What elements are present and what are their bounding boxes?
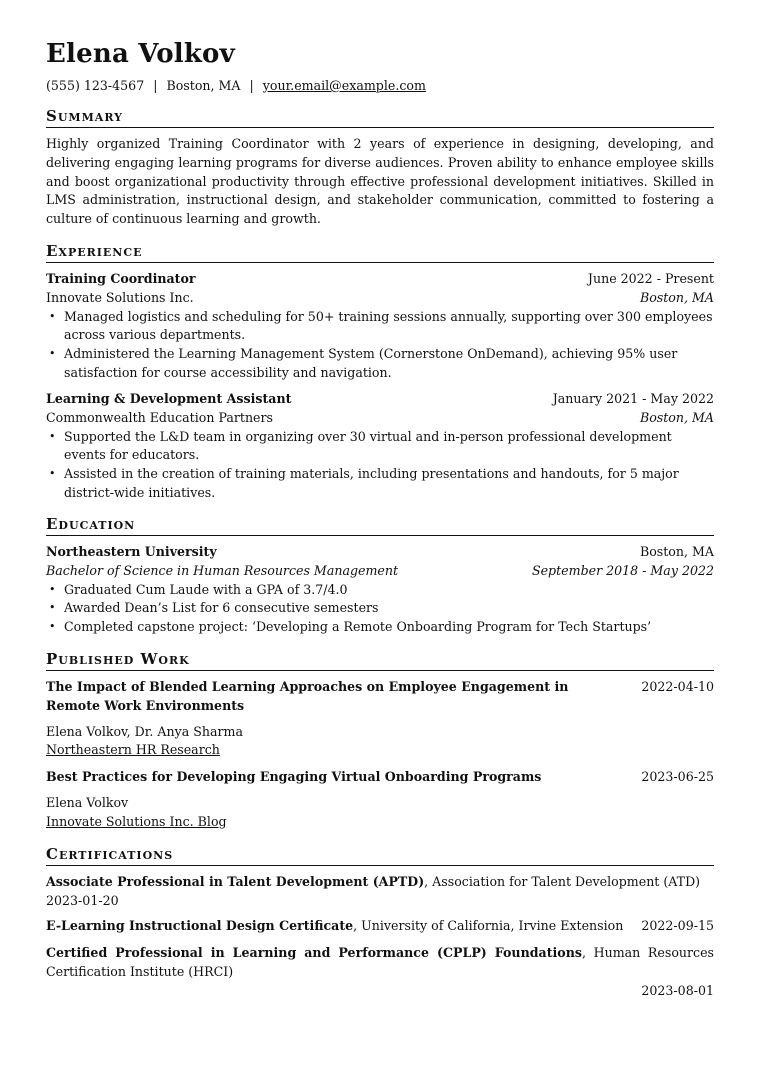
certification-date: 2023-01-20 (46, 892, 119, 908)
publication-entry (46, 678, 714, 760)
section-title-certifications: Certifications (46, 844, 714, 866)
publication-title: The Impact of Blended Learning Approaches on Employee Engagement in Remote Work Environments (46, 679, 569, 713)
education-entry (46, 543, 714, 637)
certification-issuer: , University of California, Irvine Extension (353, 918, 624, 933)
education-dates: September 2018 - May 2022 (531, 562, 714, 578)
job-entry (46, 390, 714, 503)
publication-venue-link[interactable]: Northeastern HR Research (46, 742, 220, 758)
contact-line (46, 77, 426, 96)
list-item: • Completed capstone project: ‘Developing a Remote Onboarding Program for Tech Startups’ (46, 618, 714, 637)
publication-date: 2022-04-10 (641, 679, 714, 694)
certification-entry (46, 873, 714, 911)
publication-title: Best Practices for Developing Engaging Virtual Onboarding Programs (46, 769, 542, 784)
email-link[interactable]: your.email@example.com (262, 78, 426, 93)
school-name: Northeastern University (46, 544, 217, 559)
publication-date: 2023-06-25 (641, 769, 714, 784)
job-company: Commonwealth Education Partners (46, 409, 273, 425)
contact-separator: | (249, 78, 254, 93)
contact-separator: | (153, 78, 158, 93)
publication-authors: Elena Volkov, Dr. Anya Sharma (46, 723, 243, 739)
certification-issuer: , Human Resources Certification Institute (HRCI) (46, 945, 715, 979)
publication-venue-link[interactable]: Innovate Solutions Inc. Blog (46, 813, 227, 829)
list-item: • Graduated Cum Laude with a GPA of 3.7/4.0 (46, 581, 714, 600)
education-bullets (46, 581, 714, 637)
certification-entry (46, 917, 714, 936)
certification-date: 2023-08-01 (641, 982, 714, 998)
list-item: • Assisted in the creation of training materials, including presentations and handouts, for 5 major district-wide initiatives. (46, 465, 714, 503)
job-dates: June 2022 - Present (587, 271, 714, 286)
phone-number: (555) 123-4567 (46, 78, 145, 93)
location: Boston, MA (166, 78, 241, 93)
job-company: Innovate Solutions Inc. (46, 289, 194, 305)
certification-name: Associate Professional in Talent Development (APTD) (46, 874, 425, 889)
degree: Bachelor of Science in Human Resources Management (46, 562, 399, 578)
list-item: • Awarded Dean’s List for 6 consecutive semesters (46, 599, 714, 618)
list-item: • Managed logistics and scheduling for 50+ training sessions annually, supporting over 300 employees across various departments. (46, 308, 714, 346)
job-location: Boston, MA (639, 409, 714, 425)
publication-authors: Elena Volkov (46, 794, 129, 810)
certification-date: 2022-09-15 (641, 918, 714, 933)
job-location: Boston, MA (639, 289, 714, 305)
job-dates: January 2021 - May 2022 (552, 391, 714, 406)
certification-issuer: , Association for Talent Development (ATD) (424, 874, 701, 889)
candidate-name: Elena Volkov (46, 39, 235, 69)
school-location: Boston, MA (639, 544, 714, 559)
job-bullets (46, 428, 714, 503)
summary-section (46, 135, 714, 229)
section-title-experience: Experience (46, 241, 714, 263)
section-title-education: Education (46, 514, 714, 536)
job-entry (46, 270, 714, 383)
job-bullets (46, 308, 714, 383)
list-item: • Administered the Learning Management System (Cornerstone OnDemand), achieving 95% user satisfaction for course accessibility and navigation. (46, 345, 714, 383)
section-title-summary: Summary (46, 106, 714, 128)
certification-name: E-Learning Instructional Design Certificate (46, 918, 354, 933)
section-title-published-work: Published Work (46, 649, 714, 671)
certification-name: Certified Professional in Learning and Performance (CPLP) Foundations (46, 945, 582, 960)
summary-text: Highly organized Training Coordinator with 2 years of experience in designing, developing, and delivering engaging learning programs for diverse audiences. Proven ability to enhance employee skills and boost organizational productivity through effective professional development initiatives. Skilled in LMS administration, instructional design, and stakeholder communication, committed to fostering a culture of continuous learning and growth. (46, 136, 714, 227)
list-item: • Supported the L&D team in organizing over 30 virtual and in-person professional development events for educators. (46, 428, 714, 466)
job-role: Learning & Development Assistant (46, 391, 292, 406)
publication-entry (46, 768, 714, 831)
job-role: Training Coordinator (46, 271, 196, 286)
certification-entry (46, 944, 714, 1000)
